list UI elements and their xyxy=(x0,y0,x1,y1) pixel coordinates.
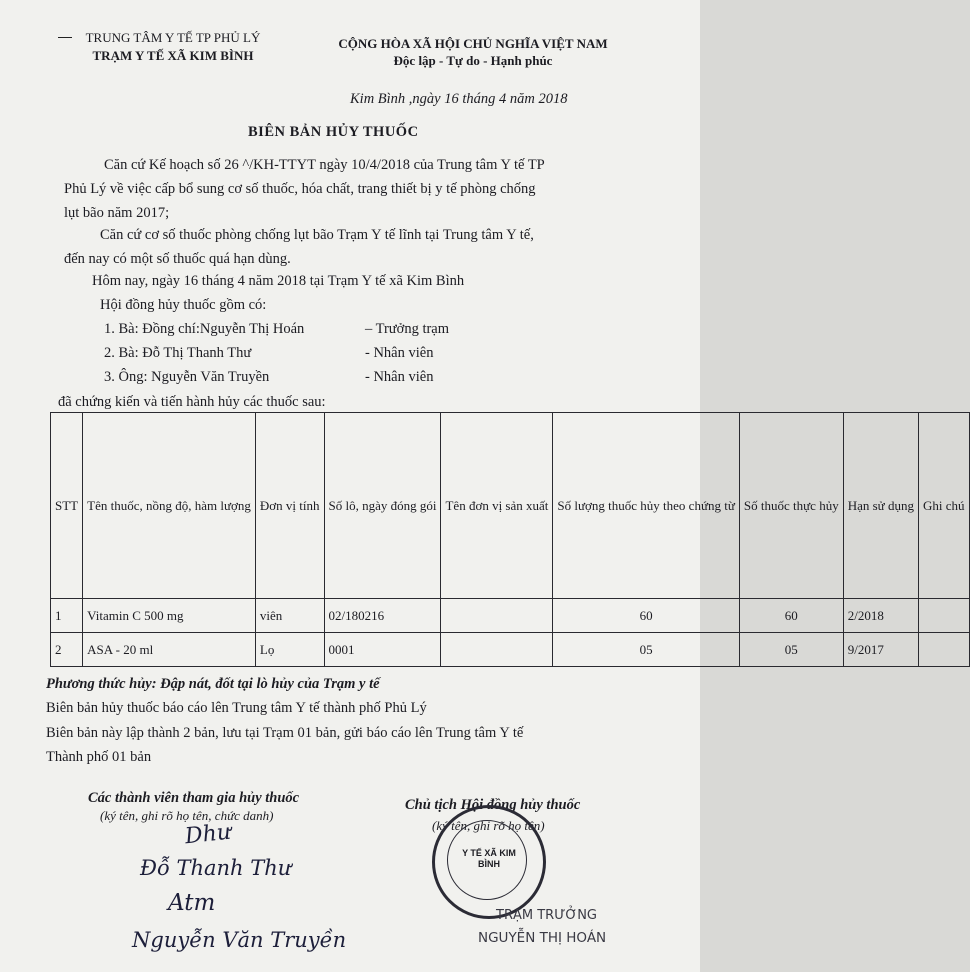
table-cell xyxy=(918,599,969,633)
table-cell: Lọ xyxy=(255,633,324,667)
handwritten-signature-3: Atm xyxy=(168,890,216,916)
destruction-method: Phương thức hủy: Đập nát, đốt tại lò hủy của Trạm y tế xyxy=(46,676,380,692)
basis2-line-1: Căn cứ cơ số thuốc phòng chống lụt bão Trạm Y tế lĩnh tại Trung tâm Y tế, xyxy=(100,227,534,243)
table-cell: 2 xyxy=(51,633,83,667)
table-cell xyxy=(441,633,553,667)
country-name: CỘNG HÒA XÃ HỘI CHỦ NGHĨA VIỆT NAM xyxy=(338,36,608,51)
header-cell-unit: Đơn vị tính xyxy=(255,413,324,599)
member-3-role: - Nhân viên xyxy=(365,369,434,385)
member-2-role: - Nhân viên xyxy=(365,345,434,361)
basis-line-2: Phủ Lý về việc cấp bổ sung cơ số thuốc, hóa chất, trang thiết bị y tế phòng chống xyxy=(64,181,536,197)
members-signature-note: (ký tên, ghi rõ họ tên, chức danh) xyxy=(100,808,274,823)
basis-line-3: lụt bão năm 2017; xyxy=(64,205,170,221)
table-header-row xyxy=(51,413,970,599)
members-signature-title: Các thành viên tham gia hủy thuốc xyxy=(88,790,300,806)
member-1-name: 1. Bà: Đồng chí:Nguyễn Thị Hoán xyxy=(104,321,305,337)
table-cell xyxy=(918,633,969,667)
table-cell: 60 xyxy=(553,599,740,633)
org-parent-name: TRUNG TÂM Y TẾ TP PHỦ LÝ xyxy=(85,30,261,45)
header-cell-lot: Số lô, ngày đóng gói xyxy=(324,413,441,599)
witness-line: đã chứng kiến và tiến hành hủy các thuốc sau: xyxy=(58,394,326,410)
report-line-1: Biên bản hủy thuốc báo cáo lên Trung tâm Y tế thành phố Phủ Lý xyxy=(46,700,427,716)
table-cell: 9/2017 xyxy=(843,633,918,667)
council-heading: Hội đồng hủy thuốc gồm có: xyxy=(100,297,267,313)
table-cell: 60 xyxy=(739,599,843,633)
header-cell-manufacturer: Tên đơn vị sản xuất xyxy=(441,413,553,599)
motto: Độc lập - Tự do - Hạnh phúc xyxy=(393,53,553,68)
table-cell: 1 xyxy=(51,599,83,633)
table-cell: 05 xyxy=(739,633,843,667)
table-cell: ASA - 20 ml xyxy=(83,633,256,667)
table-cell: 2/2018 xyxy=(843,599,918,633)
header-cell-stt: STT xyxy=(51,413,83,599)
member-1-role: – Trưởng trạm xyxy=(365,321,450,337)
basis2-line-2: đến nay có một số thuốc quá hạn dùng. xyxy=(64,251,291,267)
stamp-name: NGUYỄN THỊ HOÁN xyxy=(478,930,607,946)
handwritten-name-2: Đỗ Thanh Thư xyxy=(140,856,292,880)
official-seal xyxy=(432,805,546,919)
handwritten-name-4: Nguyễn Văn Truyền xyxy=(132,928,347,952)
chair-signature-note: (ký tên, ghi rõ họ tên) xyxy=(432,818,545,833)
document-title: BIÊN BẢN HỦY THUỐC xyxy=(248,124,419,140)
report-line-2: Biên bản này lập thành 2 bản, lưu tại Trạm 01 bản, gửi báo cáo lên Trung tâm Y tế xyxy=(46,725,524,741)
table-cell: viên xyxy=(255,599,324,633)
stamp-title: TRẠM TRƯỞNG xyxy=(496,908,598,923)
header-cell-name: Tên thuốc, nồng độ, hàm lượng xyxy=(83,413,256,599)
header-left-rule xyxy=(58,37,72,38)
chair-signature-title: Chủ tịch Hội đồng hủy thuốc xyxy=(405,797,581,813)
table-cell: 05 xyxy=(553,633,740,667)
header-cell-note: Ghi chú xyxy=(918,413,969,599)
basis-line-1: Căn cứ Kế hoạch số 26 ^/KH-TTYT ngày 10/4/2018 của Trung tâm Y tế TP xyxy=(104,157,545,173)
header-cell-qty-docs: Số lượng thuốc hủy theo chứng từ xyxy=(553,413,740,599)
medicine-table xyxy=(50,412,970,667)
document-date: Kim Bình ,ngày 16 tháng 4 năm 2018 xyxy=(350,91,568,107)
table-cell: Vitamin C 500 mg xyxy=(83,599,256,633)
seal-text: Y TẾ XÃ KIM BÌNH xyxy=(462,848,516,869)
member-3-name: 3. Ông: Nguyễn Văn Truyền xyxy=(104,369,270,385)
handwritten-signature-1: Dhư xyxy=(183,819,233,850)
table-cell: 0001 xyxy=(324,633,441,667)
org-name: TRẠM Y TẾ XÃ KIM BÌNH xyxy=(92,48,254,63)
member-2-name: 2. Bà: Đỗ Thị Thanh Thư xyxy=(104,345,252,361)
table-row xyxy=(51,633,970,667)
header-cell-expiry: Hạn sử dụng xyxy=(843,413,918,599)
table-cell xyxy=(441,599,553,633)
today-line: Hôm nay, ngày 16 tháng 4 năm 2018 tại Trạm Y tế xã Kim Bình xyxy=(92,273,465,289)
table-row xyxy=(51,599,970,633)
report-line-3: Thành phố 01 bản xyxy=(46,749,152,765)
header-cell-qty-actual: Số thuốc thực hủy xyxy=(739,413,843,599)
table-cell: 02/180216 xyxy=(324,599,441,633)
